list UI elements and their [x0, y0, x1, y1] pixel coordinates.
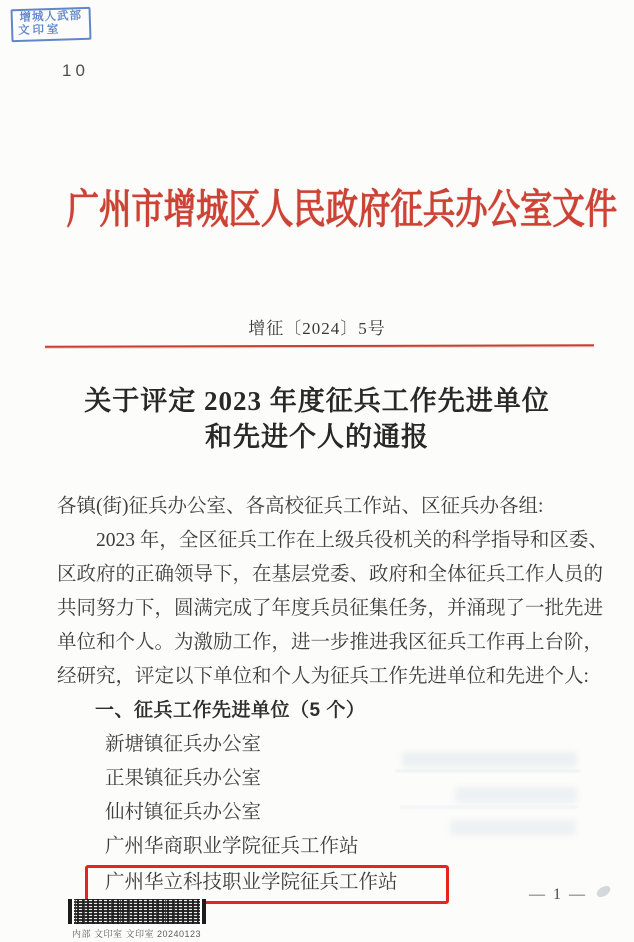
document-number: 增征〔2024〕5号: [248, 319, 386, 338]
ink-bleed-through: [450, 820, 576, 835]
paragraph-line: 2023 年，全区征兵工作在上级兵役机关的科学指导和区委、: [96, 530, 608, 551]
paragraph-line: 单位和个人。为激励工作，进一步推进我区征兵工作再上台阶，: [57, 632, 604, 653]
subject-title-line1: 关于评定 2023 年度征兵工作先进单位: [84, 386, 550, 416]
document-body: [57, 490, 608, 904]
barcode-caption: 内部 文印室 文印室 20240123: [72, 929, 202, 939]
section-heading: 一、征兵工作先进单位（5 个）: [95, 700, 366, 721]
footer-page-number: — 1 —: [529, 886, 587, 903]
unit-list-item: 新塘镇征兵办公室: [105, 734, 262, 755]
scan-smudge: [595, 884, 612, 900]
ink-bleed-through: [395, 770, 580, 772]
unit-list-item: 正果镇征兵办公室: [105, 768, 262, 789]
ink-bleed-through: [402, 752, 577, 767]
red-separator-line: [45, 344, 594, 347]
paragraph-line: 经研究，评定以下单位和个人为征兵工作先进单位和先进个人:: [57, 666, 589, 687]
paragraph-line: 共同努力下，圆满完成了年度兵员征集任务，并涌现了一批先进: [57, 598, 604, 619]
highlighted-unit: 广州华立科技职业学院征兵工作站: [105, 872, 398, 893]
ink-bleed-through: [455, 787, 577, 803]
document-barcode: [68, 899, 206, 924]
page-top-number: 10: [62, 61, 89, 80]
office-ink-stamp: [11, 7, 92, 42]
unit-list-item: 仙村镇征兵办公室: [105, 802, 262, 823]
ink-bleed-through: [400, 806, 578, 808]
unit-list-item: 广州华商职业学院征兵工作站: [105, 836, 359, 857]
stamp-text-line2: 文 印 室: [18, 23, 59, 38]
subject-title-line2: 和先进个人的通报: [205, 422, 429, 452]
salutation: 各镇(街)征兵办公室、各高校征兵工作站、区征兵办各组:: [57, 496, 544, 517]
stamp-text-line1: 增城人武部: [19, 10, 83, 24]
subject-title: [0, 383, 634, 455]
paragraph-line: 区政府的正确领导下，在基层党委、政府和全体征兵工作人员的: [57, 564, 604, 585]
letterhead-title: 广州市增城区人民政府征兵办公室文件: [66, 186, 618, 232]
